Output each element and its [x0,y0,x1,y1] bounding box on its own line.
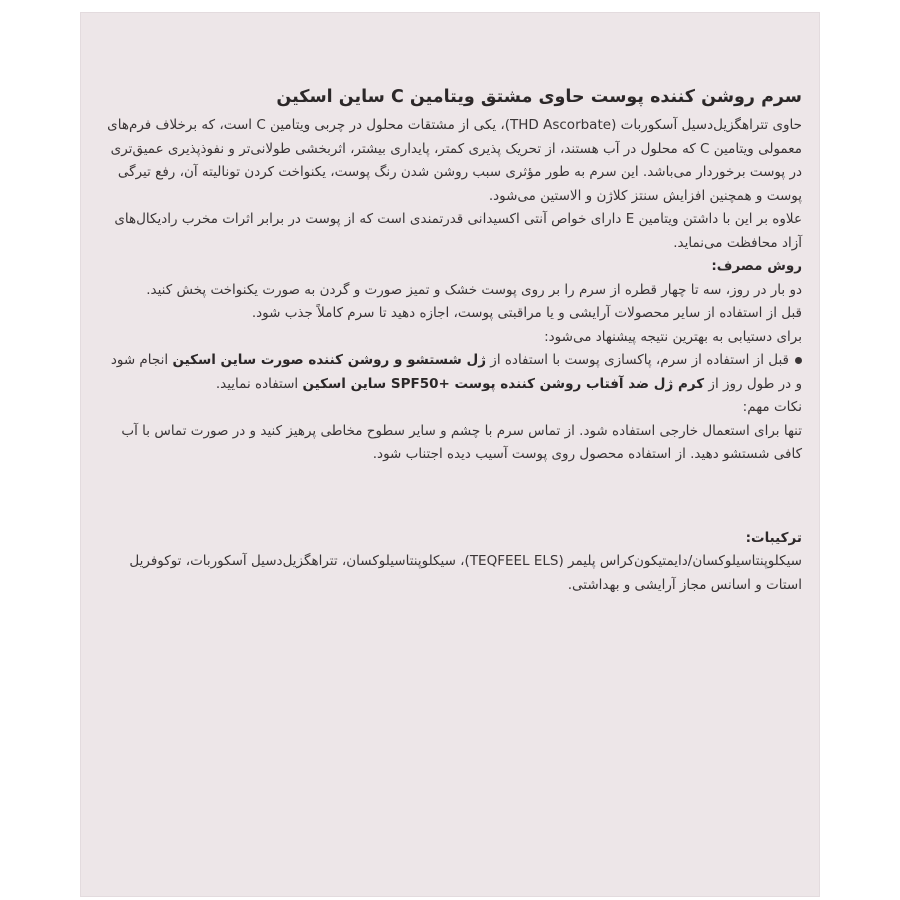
bullet-bold-product-2: کرم ژل ضد آفتاب روشن کننده پوست +SPF50 ساین اسکین [302,375,705,392]
product-title: سرم روشن کننده پوست حاوی مشتق ویتامین C ساین اسکین [276,87,802,107]
usage-line-3: برای دستیابی به بهترین نتیجه پیشنهاد می‌شود: [544,328,802,345]
bullet-icon [795,357,802,364]
bullet-text-2: انجام شود و در طول روز از [110,352,802,392]
product-description [104,84,802,597]
intro-paragraph: حاوی تتراهگزیل‌دسیل آسکوربات (THD Ascorbate)، یکی از مشتقات محلول در چربی ویتامین C است، که برخلاف فرم‌های معمولی ویتامین C که محلول در آب هستند، از تحریک پذیری کمتر، پایداری بیشتر، اثربخشی طولانی‌تر و نفوذپذیری عمیق‌تری در پوست برخوردار می‌باشد. این سرم به طور مؤثری سبب روشن شدن رنگ پوست، یکنواخت کردن تونالیته آن، رفع تیرگی پوست و همچنین افزایش سنتز کلاژن و الاستین می‌شود. [107,117,802,204]
usage-heading: روش مصرف: [711,258,802,274]
bullet-bold-product-1: ژل شستشو و روشن کننده صورت ساین اسکین [172,352,486,368]
spacer [104,467,802,527]
ingredients-heading: ترکیبات: [745,529,802,546]
ingredients-paragraph: سیکلوپنتاسیلوکسان/دایمتیکون‌کراس پلیمر (TEQFEEL ELS)، سیکلوپنتاسیلوکسان، تتراهگزیل‌دسیل آسکوربات، توکوفریل استات و اسانس مجاز آرایشی و بهداشتی. [129,553,802,593]
vitamin-e-paragraph: علاوه بر این با داشتن ویتامین E دارای خواص آنتی اکسیدانی قدرتمندی است که از پوست در برابر اثرات مخرب رادیکال‌های آزاد محافظت می‌نماید. [114,211,802,251]
usage-line-1: دو بار در روز، سه تا چهار قطره از سرم را بر روی پوست خشک و تمیز صورت و گردن به صورت یکنواخت پخش کنید. [146,281,802,298]
notes-paragraph: تنها برای استعمال خارجی استفاده شود. از تماس سرم با چشم و سایر سطوح مخاطی پرهیز کنید و در صورت تماس با آب کافی شستشو دهید. از استفاده محصول روی پوست آسیب دیده اجتناب شود. [121,422,802,462]
recommendation-bullet [104,349,802,396]
notes-heading: نکات مهم: [742,399,802,415]
bullet-text-3: استفاده نمایید. [215,375,299,392]
bullet-text-1: قبل از استفاده از سرم، پاکسازی پوست با استفاده از [490,352,789,368]
usage-line-2: قبل از استفاده از سایر محصولات آرایشی و یا مراقبتی پوست، اجازه دهید تا سرم کاملاً جذب شود. [251,305,802,321]
